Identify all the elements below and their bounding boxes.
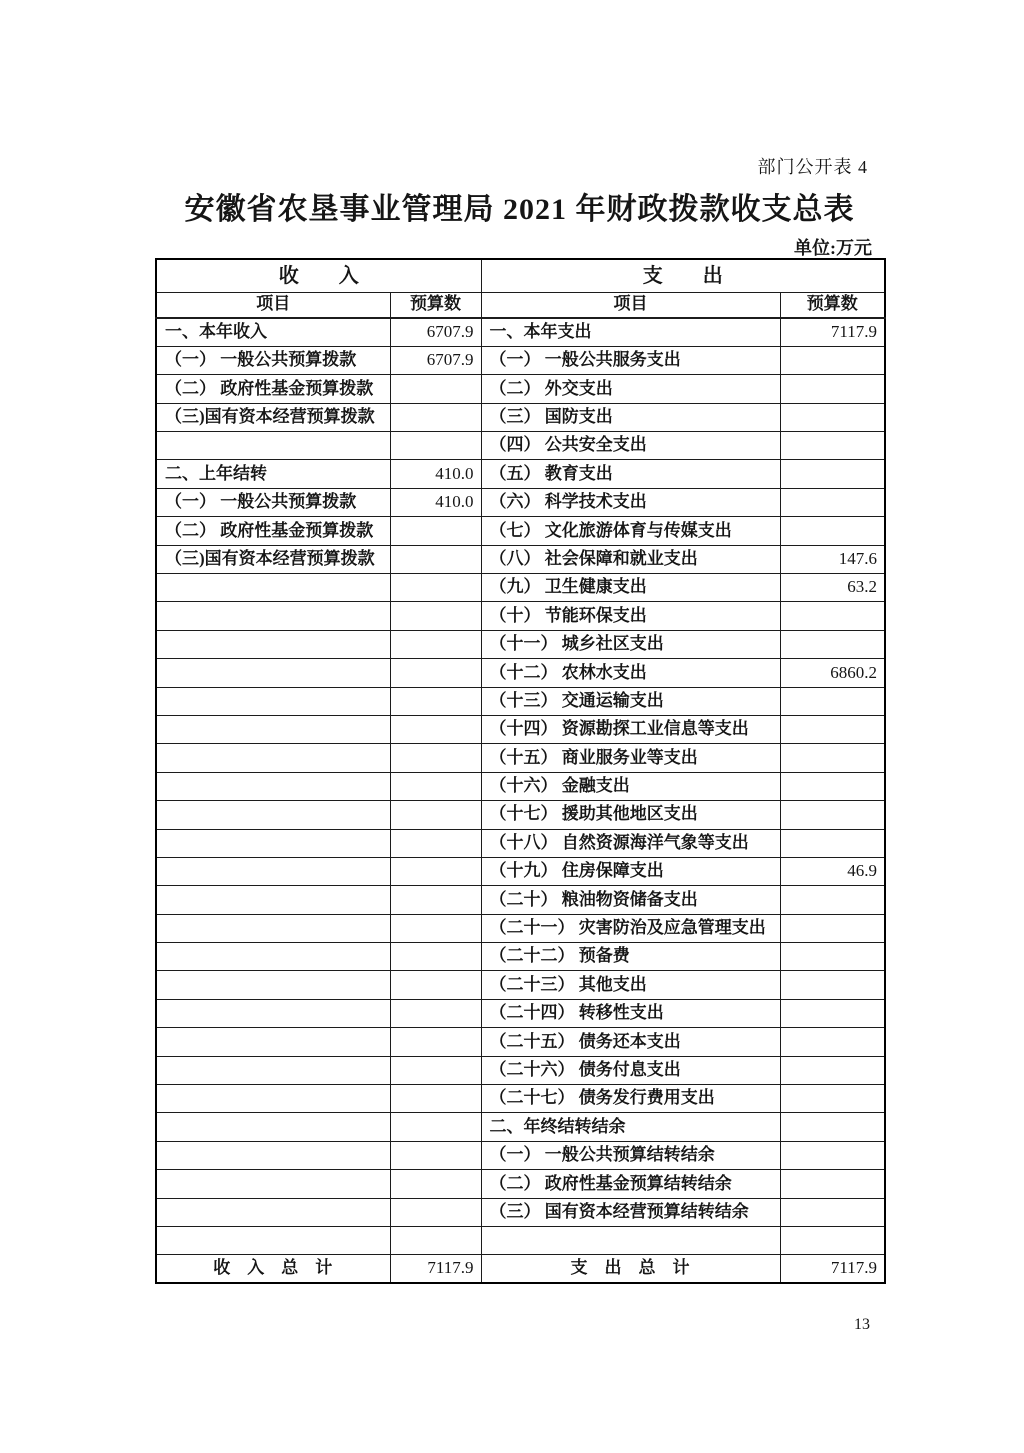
page-title: 安徽省农垦事业管理局 2021 年财政拨款收支总表 <box>184 193 855 226</box>
expense-item-cell: （三） 国有资本经营预算结转结余 <box>481 1198 780 1226</box>
income-value-cell <box>390 829 481 857</box>
expense-item-cell: （十三） 交通运输支出 <box>481 687 780 715</box>
expense-value-cell <box>780 687 885 715</box>
income-item-cell <box>156 1141 390 1169</box>
table-row <box>156 432 885 460</box>
expense-item-cell: （十二） 农林水支出 <box>481 659 780 687</box>
table-row <box>156 318 885 346</box>
expense-item-cell: （二十二） 预备费 <box>481 943 780 971</box>
expense-item-cell: （三） 国防支出 <box>481 403 780 431</box>
table-body <box>156 318 885 1255</box>
income-value-cell: 410.0 <box>390 488 481 516</box>
income-item-cell <box>156 1085 390 1113</box>
income-item-cell: （二） 政府性基金预算拨款 <box>156 375 390 403</box>
expense-item-cell: （二十三） 其他支出 <box>481 971 780 999</box>
column-header-row <box>156 292 885 318</box>
income-value-cell <box>390 744 481 772</box>
expense-item-cell: （二） 外交支出 <box>481 375 780 403</box>
expense-value-cell <box>780 432 885 460</box>
expense-item-cell: （二十） 粮油物资储备支出 <box>481 886 780 914</box>
income-value-cell <box>390 857 481 885</box>
expense-value-cell: 6860.2 <box>780 659 885 687</box>
table-row <box>156 630 885 658</box>
table-row <box>156 772 885 800</box>
income-item-cell: （一） 一般公共预算拨款 <box>156 346 390 374</box>
expense-value-cell <box>780 375 885 403</box>
income-item-cell <box>156 971 390 999</box>
income-item-cell: （三)国有资本经营预算拨款 <box>156 545 390 573</box>
expense-value-cell: 63.2 <box>780 574 885 602</box>
expense-item-cell: （二） 政府性基金预算结转结余 <box>481 1170 780 1198</box>
income-value-cell <box>390 1141 481 1169</box>
expense-item-cell: （二十六） 债务付息支出 <box>481 1056 780 1084</box>
expense-item-cell: （二十五） 债务还本支出 <box>481 1028 780 1056</box>
income-value-cell <box>390 630 481 658</box>
expense-value-cell <box>780 744 885 772</box>
expense-item-cell: （五） 教育支出 <box>481 460 780 488</box>
income-item-cell <box>156 602 390 630</box>
income-value-cell <box>390 943 481 971</box>
table-row <box>156 999 885 1027</box>
income-item-cell <box>156 1198 390 1226</box>
table-row <box>156 744 885 772</box>
expense-value-cell <box>780 943 885 971</box>
table-row <box>156 602 885 630</box>
expense-item-cell: 一、本年支出 <box>481 318 780 346</box>
expense-item-cell: （二十七） 债务发行费用支出 <box>481 1085 780 1113</box>
income-value-cell <box>390 1198 481 1226</box>
table-row <box>156 403 885 431</box>
income-value-cell <box>390 545 481 573</box>
income-value-cell <box>390 375 481 403</box>
expense-total-value: 7117.9 <box>780 1255 885 1283</box>
section-header-row <box>156 259 885 292</box>
income-section-header: 收 入 <box>156 259 481 292</box>
expense-value-cell <box>780 715 885 743</box>
income-value-cell <box>390 1028 481 1056</box>
table-row <box>156 545 885 573</box>
expense-item-cell: （十一） 城乡社区支出 <box>481 630 780 658</box>
expense-item-header: 项目 <box>481 292 780 318</box>
expense-item-cell: （九） 卫生健康支出 <box>481 574 780 602</box>
income-total-value: 7117.9 <box>390 1255 481 1283</box>
expense-value-cell: 7117.9 <box>780 318 885 346</box>
expense-value-cell <box>780 517 885 545</box>
income-item-cell <box>156 574 390 602</box>
expense-item-cell: （八） 社会保障和就业支出 <box>481 545 780 573</box>
income-item-cell <box>156 1028 390 1056</box>
income-value-cell <box>390 574 481 602</box>
table-row <box>156 460 885 488</box>
expense-item-cell: （十五） 商业服务业等支出 <box>481 744 780 772</box>
expense-value-cell <box>780 488 885 516</box>
expense-item-cell: （十六） 金融支出 <box>481 772 780 800</box>
expense-item-cell: 二、年终结转结余 <box>481 1113 780 1141</box>
expense-item-cell: （二十四） 转移性支出 <box>481 999 780 1027</box>
table-row <box>156 1227 885 1255</box>
income-item-cell <box>156 943 390 971</box>
income-value-cell <box>390 1085 481 1113</box>
budget-summary-table <box>155 258 886 1284</box>
expense-value-cell <box>780 1028 885 1056</box>
income-value-cell <box>390 517 481 545</box>
expense-total-label: 支 出 总 计 <box>481 1255 780 1283</box>
income-item-cell: （三)国有资本经营预算拨款 <box>156 403 390 431</box>
expense-value-cell <box>780 1198 885 1226</box>
expense-item-cell: （一） 一般公共服务支出 <box>481 346 780 374</box>
income-item-cell <box>156 687 390 715</box>
table-row <box>156 574 885 602</box>
income-item-cell: 一、本年收入 <box>156 318 390 346</box>
expense-value-cell <box>780 772 885 800</box>
income-item-cell <box>156 801 390 829</box>
income-total-label: 收 入 总 计 <box>156 1255 390 1283</box>
income-item-cell <box>156 999 390 1027</box>
income-item-cell <box>156 432 390 460</box>
expense-value-cell <box>780 1170 885 1198</box>
expense-section-header: 支 出 <box>481 259 885 292</box>
income-item-header: 项目 <box>156 292 390 318</box>
income-value-cell <box>390 1170 481 1198</box>
page-number: 13 <box>854 1316 870 1333</box>
income-item-cell <box>156 772 390 800</box>
income-item-cell <box>156 744 390 772</box>
table-row <box>156 1056 885 1084</box>
income-item-cell <box>156 857 390 885</box>
income-item-cell <box>156 886 390 914</box>
table-row <box>156 1113 885 1141</box>
income-value-cell <box>390 999 481 1027</box>
income-item-cell <box>156 829 390 857</box>
expense-value-cell <box>780 801 885 829</box>
expense-value-cell <box>780 1056 885 1084</box>
income-item-cell <box>156 914 390 942</box>
income-item-cell <box>156 1170 390 1198</box>
income-item-cell <box>156 1056 390 1084</box>
table-row <box>156 1028 885 1056</box>
table-row <box>156 801 885 829</box>
expense-value-cell <box>780 403 885 431</box>
table-row <box>156 1198 885 1226</box>
expense-budget-header: 预算数 <box>780 292 885 318</box>
table-row <box>156 517 885 545</box>
doc-label: 部门公开表 4 <box>757 157 868 177</box>
income-item-cell <box>156 1113 390 1141</box>
table-row <box>156 687 885 715</box>
expense-value-cell <box>780 602 885 630</box>
expense-item-cell <box>481 1227 780 1255</box>
expense-value-cell <box>780 886 885 914</box>
expense-item-cell: （十四） 资源勘探工业信息等支出 <box>481 715 780 743</box>
expense-value-cell <box>780 1113 885 1141</box>
expense-value-cell <box>780 1085 885 1113</box>
table-row <box>156 886 885 914</box>
expense-item-cell: （七） 文化旅游体育与传媒支出 <box>481 517 780 545</box>
income-value-cell <box>390 659 481 687</box>
income-value-cell <box>390 1056 481 1084</box>
expense-value-cell: 147.6 <box>780 545 885 573</box>
income-item-cell <box>156 1227 390 1255</box>
total-row <box>156 1255 885 1283</box>
income-item-cell: （一） 一般公共预算拨款 <box>156 488 390 516</box>
table-row <box>156 346 885 374</box>
income-value-cell <box>390 432 481 460</box>
expense-value-cell <box>780 914 885 942</box>
income-value-cell <box>390 715 481 743</box>
expense-value-cell <box>780 999 885 1027</box>
table-row <box>156 914 885 942</box>
expense-item-cell: （十） 节能环保支出 <box>481 602 780 630</box>
income-value-cell <box>390 602 481 630</box>
table-row <box>156 857 885 885</box>
income-value-cell <box>390 971 481 999</box>
income-value-cell <box>390 772 481 800</box>
income-value-cell: 410.0 <box>390 460 481 488</box>
income-value-cell <box>390 1113 481 1141</box>
income-value-cell <box>390 403 481 431</box>
table-row <box>156 971 885 999</box>
expense-value-cell <box>780 346 885 374</box>
income-value-cell <box>390 914 481 942</box>
expense-value-cell <box>780 630 885 658</box>
income-item-cell <box>156 630 390 658</box>
income-value-cell: 6707.9 <box>390 346 481 374</box>
expense-value-cell <box>780 1141 885 1169</box>
expense-item-cell: （十七） 援助其他地区支出 <box>481 801 780 829</box>
expense-value-cell <box>780 1227 885 1255</box>
table-row <box>156 943 885 971</box>
income-item-cell <box>156 659 390 687</box>
expense-item-cell: （六） 科学技术支出 <box>481 488 780 516</box>
table-row <box>156 488 885 516</box>
income-value-cell <box>390 687 481 715</box>
table-row <box>156 829 885 857</box>
expense-item-cell: （十八） 自然资源海洋气象等支出 <box>481 829 780 857</box>
table-row <box>156 1170 885 1198</box>
table-row <box>156 1141 885 1169</box>
income-item-cell: （二） 政府性基金预算拨款 <box>156 517 390 545</box>
income-value-cell <box>390 801 481 829</box>
expense-item-cell: （四） 公共安全支出 <box>481 432 780 460</box>
income-budget-header: 预算数 <box>390 292 481 318</box>
expense-value-cell <box>780 460 885 488</box>
table-row <box>156 375 885 403</box>
income-value-cell <box>390 1227 481 1255</box>
unit-note: 单位:万元 <box>794 238 872 258</box>
expense-item-cell: （二十一） 灾害防治及应急管理支出 <box>481 914 780 942</box>
table-row <box>156 659 885 687</box>
expense-item-cell: （十九） 住房保障支出 <box>481 857 780 885</box>
table-row <box>156 1085 885 1113</box>
income-item-cell: 二、上年结转 <box>156 460 390 488</box>
expense-value-cell <box>780 829 885 857</box>
income-value-cell: 6707.9 <box>390 318 481 346</box>
expense-item-cell: （一） 一般公共预算结转结余 <box>481 1141 780 1169</box>
expense-value-cell <box>780 971 885 999</box>
table-row <box>156 715 885 743</box>
income-item-cell <box>156 715 390 743</box>
income-value-cell <box>390 886 481 914</box>
expense-value-cell: 46.9 <box>780 857 885 885</box>
